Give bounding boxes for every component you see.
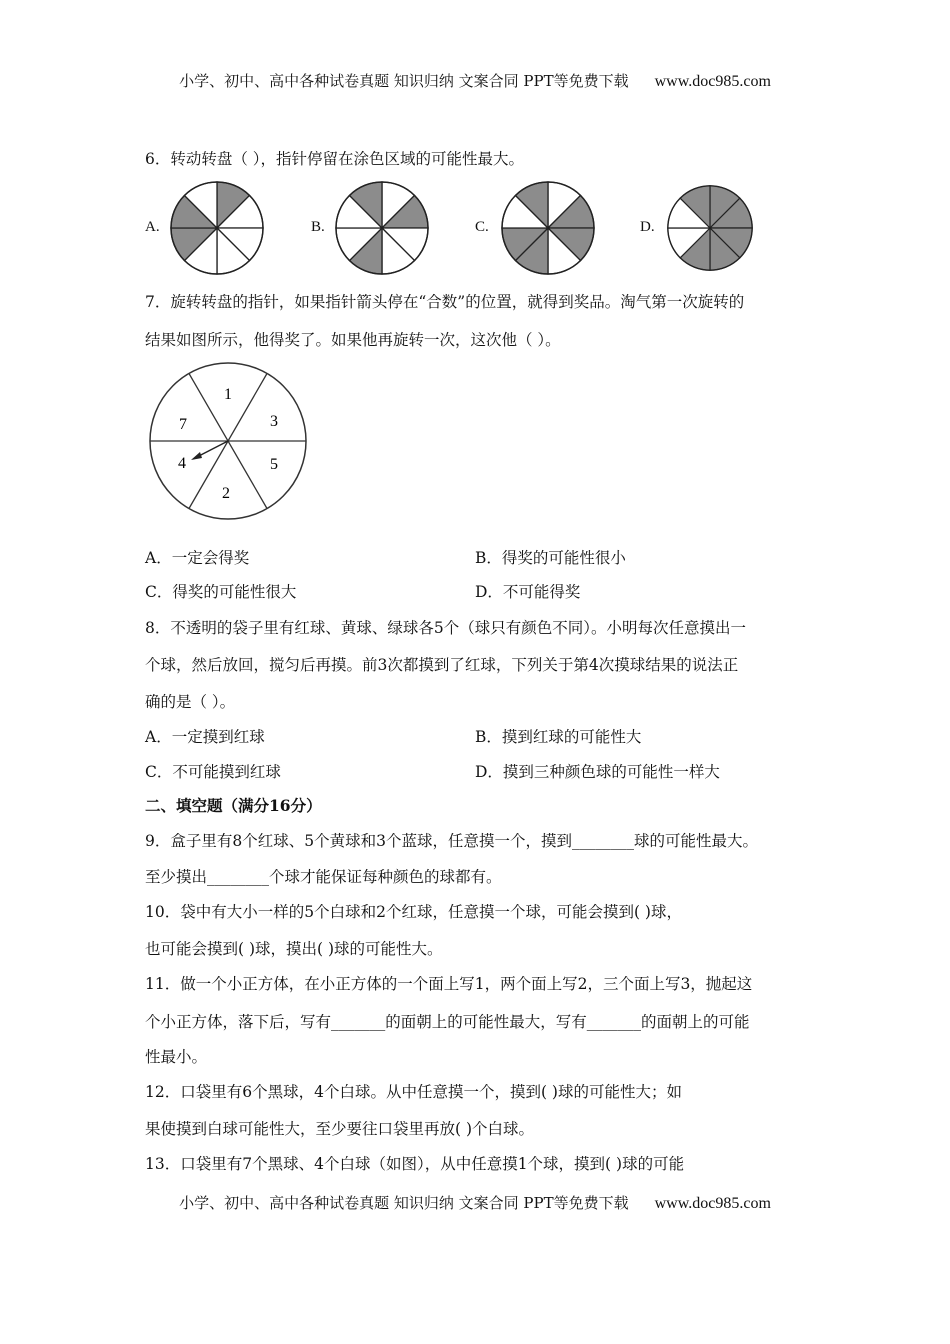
q6-option-d-wheel[interactable] — [666, 184, 754, 272]
header-text: 小学、初中、高中各种试卷真题 知识归纳 文案合同 PPT等免费下载 — [179, 72, 629, 90]
q6-option-c-label[interactable]: C. — [475, 219, 489, 235]
q6-stem: 6．转动转盘（ ），指针停留在涂色区域的可能性最大。 — [145, 150, 525, 168]
q8-option-d[interactable]: D．摸到三种颜色球的可能性一样大 — [475, 763, 720, 781]
spinner-number-5: 5 — [270, 456, 278, 473]
footer-text: 小学、初中、高中各种试卷真题 知识归纳 文案合同 PPT等免费下载 — [179, 1194, 629, 1212]
q11-line1: 11．做一个小正方体，在小正方体的一个面上写1，两个面上写2，三个面上写3，抛起这 — [145, 975, 753, 993]
q9-line2: 至少摸出________个球才能保证每种颜色的球都有。 — [145, 868, 502, 886]
q7-line1: 7．旋转转盘的指针，如果指针箭头停在“合数”的位置，就得到奖品。淘气第一次旋转的 — [145, 293, 745, 311]
header-site: www.doc985.com — [654, 73, 771, 90]
q9-line1: 9．盒子里有8个红球、5个黄球和3个蓝球，任意摸一个，摸到________球的可能性最大。 — [145, 832, 758, 850]
q6-option-b-wheel[interactable] — [334, 180, 430, 276]
section-title: 二、填空题（满分16分） — [145, 796, 322, 815]
q8-line3: 确的是（ ）。 — [145, 693, 236, 711]
spinner-number-3: 3 — [270, 413, 278, 430]
spinner-number-7: 7 — [179, 416, 187, 433]
spinner-number-4: 4 — [178, 455, 186, 472]
q6-option-c-wheel[interactable] — [500, 180, 596, 276]
q6-option-a-wheel[interactable] — [169, 180, 265, 276]
q13-line1: 13．口袋里有7个黑球、4个白球（如图），从中任意摸1个球，摸到( )球的可能 — [145, 1155, 685, 1173]
page-header — [0, 70, 950, 91]
q10-line2: 也可能会摸到( )球，摸出( )球的可能性大。 — [145, 940, 443, 958]
q6-option-a-label[interactable]: A. — [145, 219, 160, 235]
q7-option-d[interactable]: D．不可能得奖 — [475, 583, 581, 601]
footer-site: www.doc985.com — [654, 1195, 771, 1212]
q12-line2: 果使摸到白球可能性大，至少要往口袋里再放( )个白球。 — [145, 1120, 535, 1138]
q6-option-d-label[interactable]: D. — [640, 219, 655, 235]
q12-line1: 12．口袋里有6个黑球，4个白球。从中任意摸一个，摸到( )球的可能性大；如 — [145, 1083, 682, 1101]
q7-line2: 结果如图所示，他得奖了。如果他再旋转一次，这次他（ ）。 — [145, 331, 561, 349]
q7-option-c[interactable]: C．得奖的可能性很大 — [145, 583, 297, 601]
q8-option-c[interactable]: C．不可能摸到红球 — [145, 763, 281, 781]
q7-option-b[interactable]: B．得奖的可能性很小 — [475, 549, 626, 567]
spinner-number-1: 1 — [224, 386, 232, 403]
q8-option-b[interactable]: B．摸到红球的可能性大 — [475, 728, 642, 746]
q8-option-a[interactable]: A．一定摸到红球 — [145, 728, 265, 746]
q11-line2: 个小正方体，落下后，写有_______的面朝上的可能性最大，写有_______的面朝上的可能 — [145, 1013, 750, 1031]
q8-line2: 个球，然后放回，搅匀后再摸。前3次都摸到了红球，下列关于第4次摸球结果的说法正 — [145, 656, 739, 674]
q8-line1: 8．不透明的袋子里有红球、黄球、绿球各5个（球只有颜色不同）。小明每次任意摸出一 — [145, 619, 746, 637]
q11-line3: 性最小。 — [145, 1048, 208, 1066]
spinner-number-2: 2 — [222, 485, 230, 502]
q6-option-b-label[interactable]: B. — [311, 219, 325, 235]
q7-spinner — [148, 363, 308, 523]
q7-option-a[interactable]: A．一定会得奖 — [145, 549, 250, 567]
q10-line1: 10．袋中有大小一样的5个白球和2个红球，任意摸一个球，可能会摸到( )球， — [145, 903, 682, 921]
page-footer — [0, 1192, 950, 1213]
